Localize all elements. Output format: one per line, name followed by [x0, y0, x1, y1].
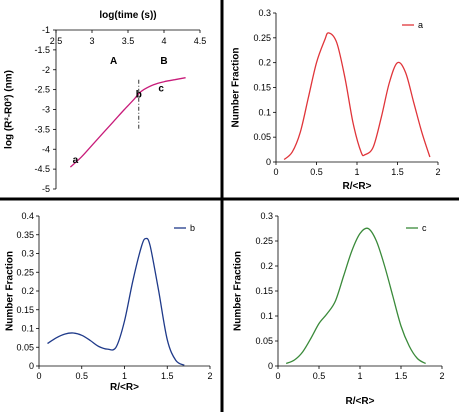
y-axis-title: Number Fraction: [232, 250, 244, 332]
annotation-label: b: [135, 89, 142, 101]
x-axis-title: R/<R>: [342, 181, 372, 192]
chart-panel-b: [5, 211, 213, 393]
x-tick-label: 1: [354, 167, 360, 177]
chart-panel-a: [231, 8, 441, 192]
y-tick-label: 0: [267, 361, 273, 371]
annotation-label: c: [158, 83, 164, 95]
x-tick-label: 3: [89, 36, 95, 46]
annotation-label: a: [72, 155, 79, 167]
y-tick-label: -5: [41, 184, 50, 194]
x-tick-label: 0.5: [310, 167, 323, 177]
legend-label: b: [190, 223, 196, 233]
y-tick-label: 0.25: [16, 267, 34, 278]
y-tick-label: 0.3: [260, 211, 273, 221]
x-tick-label: 0: [273, 167, 279, 177]
x-tick-label: 0: [36, 371, 42, 381]
y-tick-label: 0.35: [16, 229, 34, 240]
x-axis-title: R/<R>: [110, 382, 139, 393]
y-tick-label: -1.5: [34, 44, 50, 55]
y-tick-label: 0.3: [21, 248, 34, 259]
annotation-label: B: [160, 55, 168, 67]
y-tick-label: 0.05: [255, 336, 273, 346]
x-tick-label: 1.5: [391, 167, 404, 177]
x-tick-label: 1.5: [160, 371, 174, 381]
x-tick-label: 1.5: [394, 371, 408, 381]
y-tick-label: 0.15: [255, 286, 273, 296]
y-axis-title: log (R²-R0²) (nm): [3, 70, 15, 149]
x-tick-label: 0.5: [75, 371, 89, 381]
x-tick-label: 1: [121, 371, 128, 381]
y-tick-label: 0: [265, 157, 271, 167]
series-line-a: [284, 33, 430, 160]
y-axis-title: Number Fraction: [230, 47, 242, 128]
chart-panel-time: [4, 10, 207, 194]
y-tick-label: -4.5: [34, 164, 50, 175]
y-tick-label: 0.05: [253, 132, 271, 143]
y-tick-label: 0.1: [258, 107, 271, 118]
y-tick-label: 0.2: [21, 286, 34, 296]
x-tick-label: 0.5: [312, 371, 326, 381]
y-tick-label: 0.15: [16, 304, 34, 315]
y-tick-label: 0: [28, 361, 34, 371]
y-tick-label: 0.05: [16, 342, 34, 353]
x-tick-label: 3.5: [121, 36, 135, 46]
x-tick-label: 2: [435, 167, 441, 177]
x-tick-label: 1: [357, 371, 363, 381]
y-tick-label: 0.2: [258, 57, 271, 68]
y-tick-label: -2: [41, 64, 50, 75]
y-tick-label: -2.5: [34, 84, 50, 95]
y-tick-label: -3.5: [34, 124, 50, 135]
x-tick-label: 2.5: [49, 36, 63, 46]
legend-label: c: [422, 223, 427, 233]
x-tick-label: 4.5: [193, 36, 207, 46]
x-tick-label: 0: [275, 371, 281, 381]
y-tick-label: 0.25: [255, 236, 273, 246]
y-tick-label: 0.4: [21, 211, 34, 221]
annotation-label: A: [109, 55, 118, 67]
x-axis-title: log(time (s)): [99, 10, 157, 21]
series-line: [70, 78, 185, 167]
y-axis-title: Number Fraction: [4, 250, 16, 332]
y-tick-label: -1: [41, 25, 50, 35]
chart-panel-c: [233, 211, 445, 407]
x-axis-title: R/<R>: [345, 396, 375, 407]
x-tick-label: 2: [207, 371, 213, 381]
y-tick-label: 0.2: [260, 261, 273, 271]
x-tick-label: 2: [439, 371, 445, 381]
y-tick-label: 0.15: [253, 82, 271, 93]
y-tick-label: 0.3: [258, 8, 271, 18]
series-line-b: [48, 238, 185, 365]
series-line-c: [286, 228, 425, 363]
y-tick-label: 0.1: [21, 323, 34, 334]
y-tick-label: 0.1: [260, 311, 273, 321]
y-tick-label: 0.25: [253, 32, 271, 43]
y-tick-label: -3: [41, 104, 50, 115]
x-tick-label: 4: [161, 36, 167, 46]
legend-label: a: [418, 20, 424, 30]
y-tick-label: -4: [41, 144, 50, 155]
